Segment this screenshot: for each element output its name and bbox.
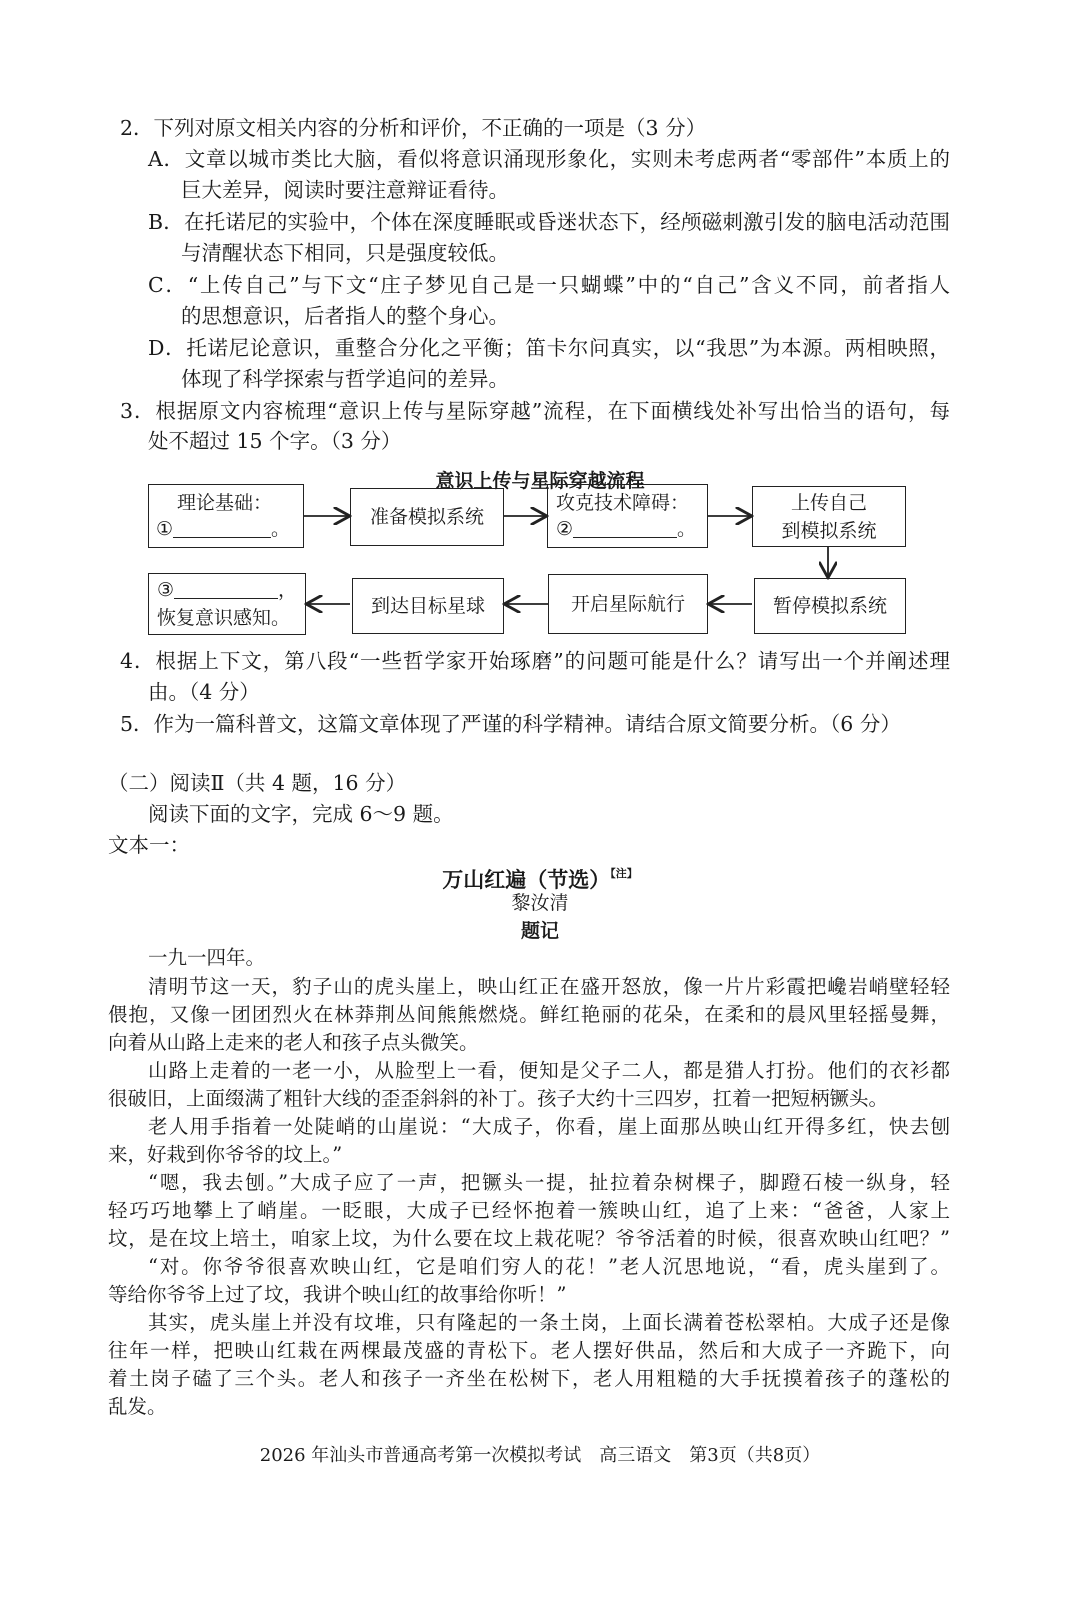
article-p1-line3: 向着从山路上走来的老人和孩子点头微笑。 [108,1031,479,1054]
answer-blank-3[interactable] [174,578,278,599]
article-p4-line2: 轻巧巧地攀上了峭崖。一眨眼，大成子已经怀抱着一簇映山红，追了上来：“爸爸，人家上 [108,1199,950,1222]
article-note-mark: 【注】 [610,867,638,880]
answer-blank-2[interactable] [573,517,677,538]
article-author: 黎汝清 [511,892,569,914]
flow-blank-3-row [157,576,301,604]
q2-option-b-line2: 与清醒状态下相同，只是强度较低。 [181,241,509,265]
article-p5-line2: 等给你爷爷上过了坟，我讲个映山红的故事给你听！” [108,1283,567,1306]
flow-box-prepare-label: 准备模拟系统 [369,506,484,528]
flow-blank-1-row [156,515,290,543]
article-p3-line1: 老人用手指着一处陡峭的山崖说：“大成子，你看，崖上面那丛映山红开得多红，快去刨 [148,1115,950,1138]
article-p1-line2: 偎抱，又像一团团烈火在林莽荆丛间熊熊燃烧。鲜红艳丽的花朵，在柔和的晨风里轻摇曼舞， [108,1003,950,1026]
article-p4-line1: “嗯，我去刨。”大成子应了一声，把镢头一提，扯拉着杂树棵子，脚蹬石棱一纵身，轻 [148,1171,950,1194]
flow-box-restore [148,573,306,635]
article-p5-line1: “对。你爷爷很喜欢映山红，它是咱们穷人的花！”老人沉思地说，“看，虎头崖到了。 [148,1255,950,1278]
q5-stem: 5．作为一篇科普文，这篇文章体现了严谨的科学精神。请结合原文简要分析。（6 分） [120,712,901,736]
q2-option-c-line1: C．“上传自己”与下文“庄子梦见自己是一只蝴蝶”中的“自己”含义不同，前者指人 [148,273,950,297]
article-p2-line2: 很破旧，上面缀满了粗针大线的歪歪斜斜的补丁。孩子大约十三四岁，扛着一把短柄镢头。 [108,1087,889,1110]
flow-blank-2-row [556,515,696,543]
flow-box-upload-line2: 到模拟系统 [781,520,877,542]
q2-option-d-line1: D．托诺尼论意识，重整合分化之平衡；笛卡尔问真实，以“我思”为本源。两相映照， [148,336,950,360]
q2-stem: 2．下列对原文相关内容的分析和评价，不正确的一项是（3 分） [120,116,707,140]
article-p3-line2: 来，好栽到你爷爷的坟上。” [108,1143,343,1166]
q2-option-c-line2: 的思想意识，后者指人的整个身心。 [181,304,509,328]
answer-blank-1[interactable] [173,517,271,538]
flow-box-upload [752,486,906,547]
flow-box-arrive-label: 到达目标星球 [370,595,485,617]
q4-line2: 由。（4 分） [148,680,260,704]
article-subtitle: 题记 [520,920,559,942]
article-p0: 一九一四年。 [148,946,266,969]
flow-box-tech-label: 攻克技术障碍： [556,492,690,514]
flow-box-prepare [350,488,504,546]
flow-box-upload-line1: 上传自己 [790,492,867,514]
q2-option-a-line2: 巨大差异，阅读时要注意辩证看待。 [181,178,509,202]
article-p1-line1: 清明节这一天，豹子山的虎头崖上，映山红正在盛开怒放，像一片片彩霞把巉岩峭壁轻轻 [148,975,950,998]
article-p6-line1: 其实，虎头崖上并没有坟堆，只有隆起的一条土岗，上面长满着苍松翠柏。大成子还是像 [148,1311,950,1334]
page-footer: 2026 年汕头市普通高考第一次模拟考试 高三语文 第3页（共8页） [259,1445,821,1466]
flow-title: 意识上传与星际穿越流程 [435,470,645,492]
article-p4-line3: 坟，是在坟上培土，咱家上坟，为什么要在坟上栽花呢？爷爷活着的时候，很喜欢映山红吧？” [108,1227,950,1250]
blank-1-mark: ① [156,518,174,540]
blank-2-end: 。 [677,518,697,540]
article-p2-line1: 山路上走着的一老一小，从脸型上一看，便知是父子二人，都是猎人打扮。他们的衣衫都 [148,1059,950,1082]
q2-option-a-line1: A．文章以城市类比大脑，看似将意识涌现形象化，实则未考虑两者“零部件”本质上的 [148,147,950,171]
text1-label: 文本一： [108,833,190,857]
flow-box-pause [754,578,906,634]
q2-option-d-line2: 体现了科学探索与哲学追问的差异。 [181,367,509,391]
flow-box-launch [548,574,708,634]
flow-box-restore-line2: 恢复意识感知。 [157,607,291,629]
flow-box-theory-label: 理论基础： [177,492,273,514]
article-p6-line2: 往年一样，把映山红栽在两棵最茂盛的青松下。老人摆好供品，然后和大成子一齐跪下，向 [108,1339,950,1362]
section2-instruction: 阅读下面的文字，完成 6～9 题。 [148,802,454,826]
article-title: 万山红遍（节选） [442,867,611,892]
flow-box-pause-label: 暂停模拟系统 [772,595,887,617]
q3-line2: 处不超过 15 个字。（3 分） [148,429,402,453]
q4-line1: 4．根据上下文，第八段“一些哲学家开始琢磨”的问题可能是什么？请写出一个并阐述理 [120,649,950,673]
article-p6-line3: 着土岗子磕了三个头。老人和孩子一齐坐在松树下，老人用粗糙的大手抚摸着孩子的蓬松的 [108,1367,950,1390]
flow-box-launch-label: 开启星际航行 [570,593,685,615]
flow-box-arrive [352,578,504,634]
blank-3-mark: ③ [157,579,175,601]
blank-3-end: ， [278,579,298,601]
section2-heading: （二）阅读Ⅱ（共 4 题，16 分） [108,771,407,795]
blank-2-mark: ② [556,518,574,540]
q3-line1: 3．根据原文内容梳理“意识上传与星际穿越”流程，在下面横线处补写出恰当的语句，每 [120,399,950,423]
q2-option-b-line1: B．在托诺尼的实验中，个体在深度睡眠或昏迷状态下，经颅磁刺激引发的脑电活动范围 [148,210,950,234]
article-p6-line4: 乱发。 [108,1395,167,1418]
blank-1-end: 。 [271,518,291,540]
